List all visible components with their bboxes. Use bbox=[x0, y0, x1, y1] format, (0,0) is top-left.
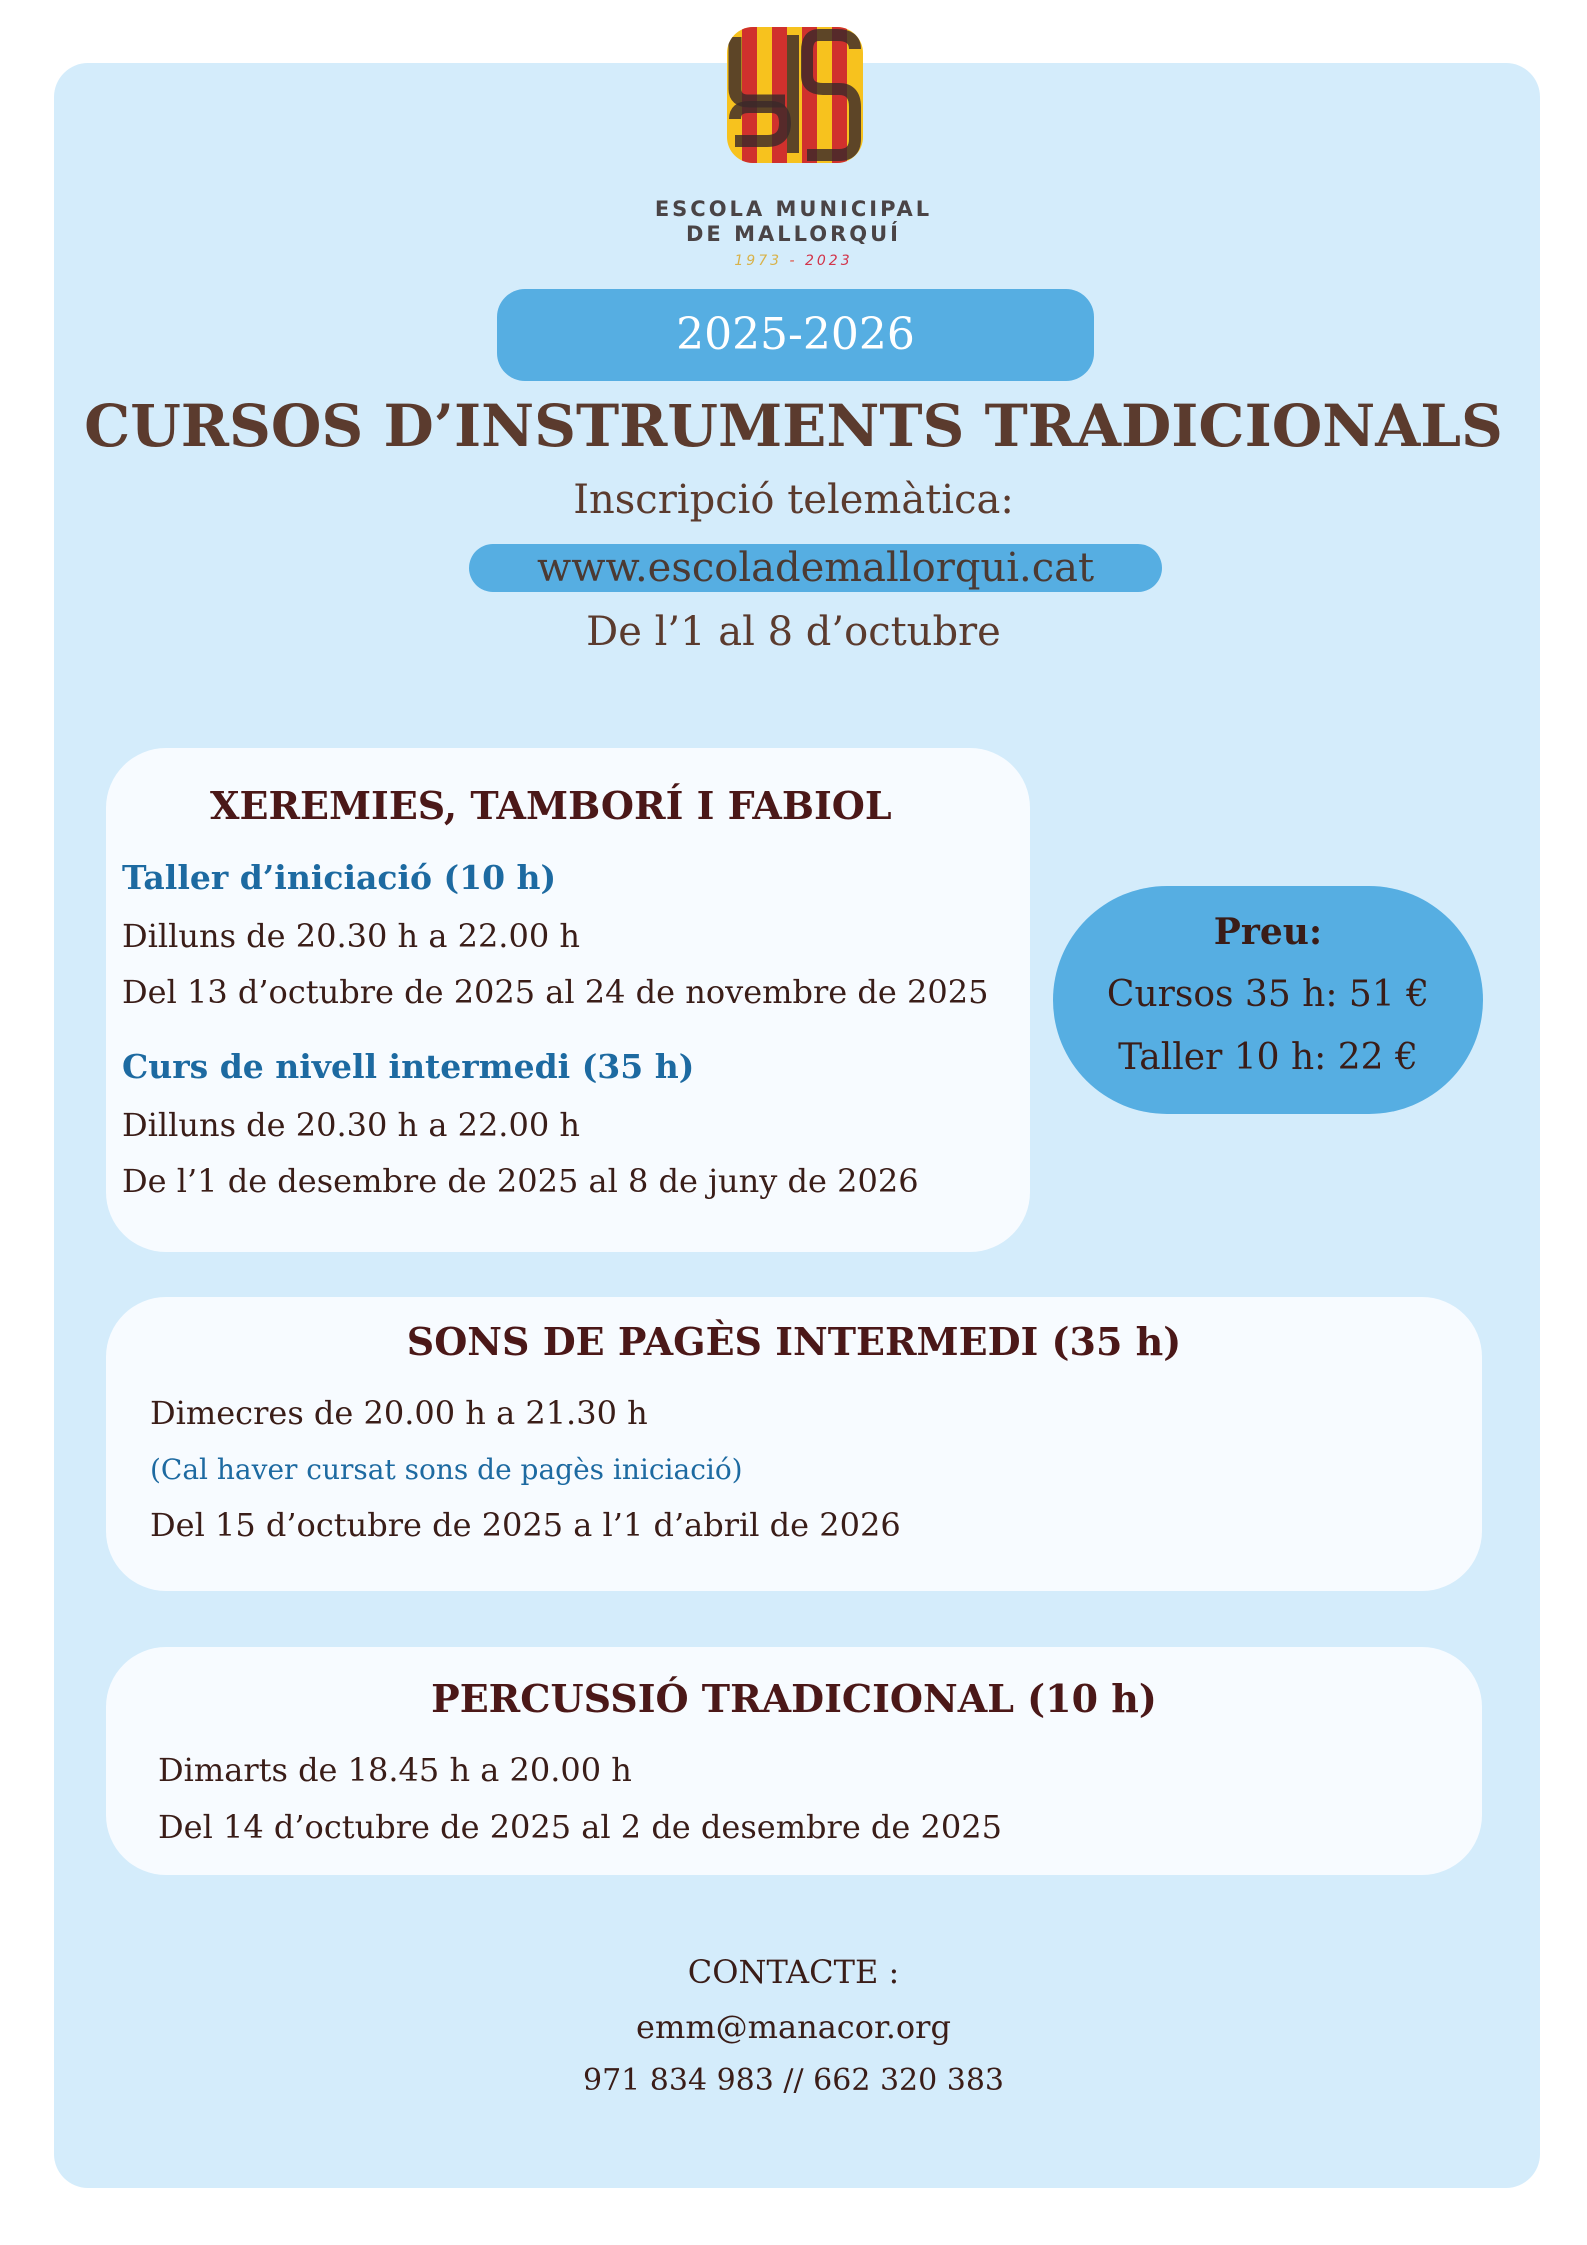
academic-year-badge: 2025-2026 bbox=[497, 289, 1094, 381]
workshop-schedule: Dilluns de 20.30 h a 22.00 h bbox=[122, 917, 580, 955]
contact-label: CONTACTE : bbox=[687, 1953, 900, 1991]
year-dash: - bbox=[789, 253, 798, 269]
course-title-xeremies: XEREMIES, TAMBORÍ I FABIOL bbox=[210, 783, 892, 828]
workshop-dates: Del 13 d’octubre de 2025 al 24 de novembre de 2025 bbox=[122, 973, 989, 1011]
sons-schedule: Dimecres de 20.00 h a 21.30 h bbox=[150, 1394, 648, 1432]
school-name-line1: ESCOLA MUNICIPAL bbox=[654, 197, 933, 221]
school-years bbox=[0, 253, 1587, 269]
registration-dates: De l’1 al 8 d’octubre bbox=[586, 609, 1001, 655]
percussio-dates: Del 14 d’octubre de 2025 al 2 de desembre de 2025 bbox=[158, 1808, 1002, 1846]
contact-phones: 971 834 983 // 662 320 383 bbox=[583, 2063, 1004, 2098]
intermediate-label: Curs de nivell intermedi (35 h) bbox=[122, 1047, 695, 1086]
price-courses: Cursos 35 h: 51 € bbox=[1106, 974, 1430, 1015]
website-link[interactable]: www.escolademallorqui.cat bbox=[469, 544, 1162, 592]
intermediate-dates: De l’1 de desembre de 2025 al 8 de juny de 2026 bbox=[122, 1162, 919, 1200]
school-logo-catalan-stripes-icon bbox=[727, 27, 863, 163]
contact-email[interactable]: emm@manacor.org bbox=[636, 2008, 951, 2046]
price-workshop: Taller 10 h: 22 € bbox=[1118, 1037, 1418, 1078]
course-title-percussio: PERCUSSIÓ TRADICIONAL (10 h) bbox=[431, 1676, 1157, 1721]
percussio-schedule: Dimarts de 18.45 h a 20.00 h bbox=[158, 1751, 632, 1789]
sons-note: (Cal haver cursat sons de pagès iniciació) bbox=[150, 1453, 743, 1486]
year-start: 1973 bbox=[734, 253, 783, 269]
school-name-line2: DE MALLORQUÍ bbox=[686, 222, 901, 246]
course-title-sons: SONS DE PAGÈS INTERMEDI (35 h) bbox=[406, 1319, 1182, 1364]
intermediate-schedule: Dilluns de 20.30 h a 22.00 h bbox=[122, 1106, 580, 1144]
price-label: Preu: bbox=[1213, 911, 1323, 953]
year-end: 2023 bbox=[804, 253, 853, 269]
price-bubble bbox=[1053, 886, 1483, 1114]
registration-label: Inscripció telemàtica: bbox=[573, 477, 1014, 523]
sons-dates: Del 15 d’octubre de 2025 a l’1 d’abril de 2026 bbox=[150, 1506, 901, 1544]
workshop-label: Taller d’iniciació (10 h) bbox=[122, 858, 557, 897]
page-title: CURSOS D’INSTRUMENTS TRADICIONALS bbox=[84, 392, 1503, 460]
